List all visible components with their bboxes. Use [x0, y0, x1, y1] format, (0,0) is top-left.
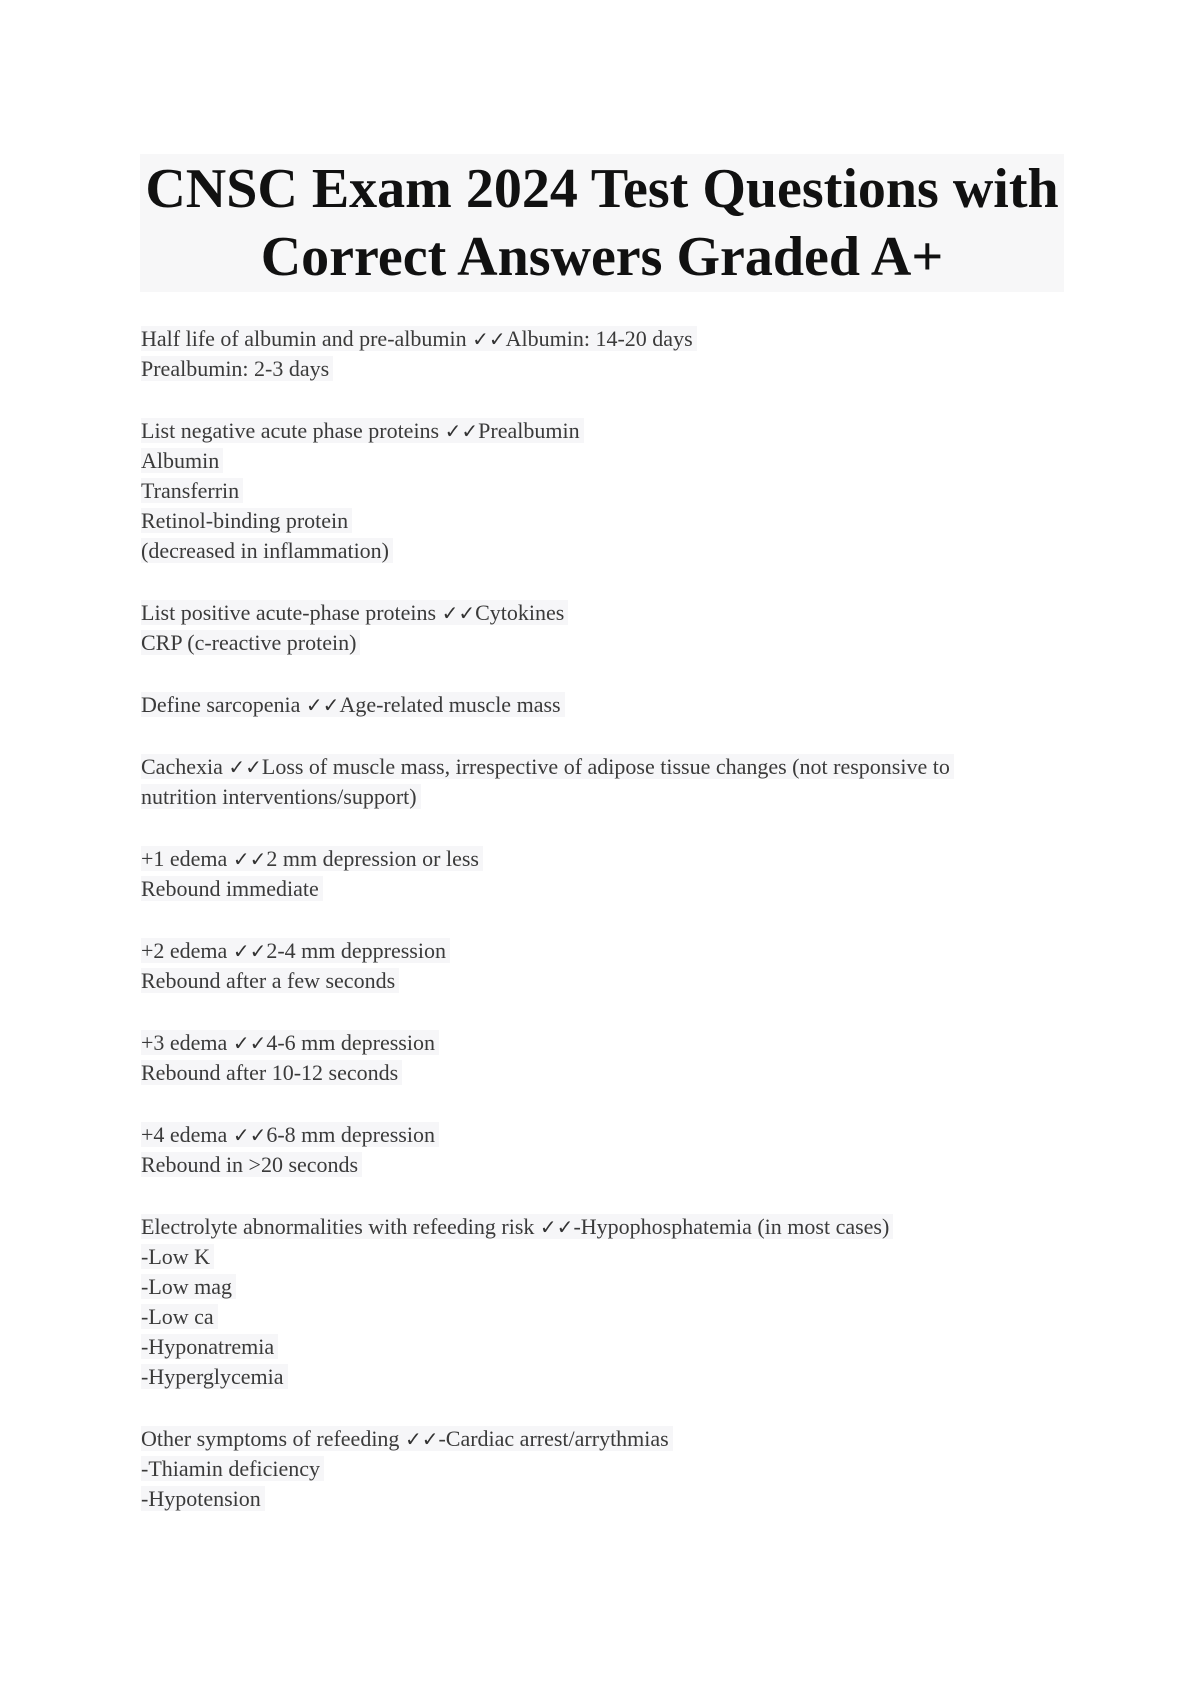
question-text: List positive acute-phase proteins: [141, 600, 437, 625]
qa-first-line: [141, 1030, 439, 1055]
answer-line: -Hyponatremia: [141, 1334, 278, 1359]
qa-item: [141, 844, 1061, 904]
qa-list: [141, 324, 1061, 1546]
answer-text: Cytokines: [475, 600, 565, 625]
answer-line: -Low mag: [141, 1274, 236, 1299]
answer-line: -Low K: [141, 1244, 214, 1269]
qa-item: [141, 324, 1061, 384]
double-check-icon: ✓✓: [232, 939, 267, 963]
double-check-icon: ✓✓: [305, 693, 340, 717]
answer-line: Rebound in >20 seconds: [141, 1152, 362, 1177]
qa-first-line: [141, 1426, 673, 1451]
answer-text: 6-8 mm depression: [266, 1122, 435, 1147]
answer-text: 4-6 mm depression: [266, 1030, 435, 1055]
page-title-line-1: CNSC Exam 2024 Test Questions with: [145, 158, 1059, 220]
double-check-icon: ✓✓: [228, 755, 262, 779]
question-text: +3 edema: [141, 1030, 228, 1055]
question-text: Cachexia: [141, 754, 223, 779]
qa-first-line: [141, 1122, 439, 1147]
qa-first-line: [141, 846, 483, 871]
qa-item: [141, 1424, 1061, 1514]
question-text: List negative acute phase proteins: [141, 418, 440, 443]
answer-line: -Low ca: [141, 1304, 218, 1329]
question-text: Other symptoms of refeeding: [141, 1426, 400, 1451]
qa-first-line: [141, 1214, 893, 1239]
qa-item: [141, 936, 1061, 996]
answer-text: Prealbumin: [478, 418, 580, 443]
page-title-line-2: Correct Answers Graded A+: [260, 226, 944, 288]
double-check-icon: ✓✓: [441, 601, 476, 625]
double-check-icon: ✓✓: [232, 847, 267, 871]
answer-line: Albumin: [141, 448, 223, 473]
answer-line: Retinol-binding protein: [141, 508, 352, 533]
question-text: Electrolyte abnormalities with refeeding risk: [141, 1214, 535, 1239]
answer-line: Prealbumin: 2-3 days: [141, 356, 333, 381]
double-check-icon: ✓✓: [444, 419, 479, 443]
answer-text: Loss of muscle mass, irrespective of adipose tissue changes (not responsive to: [261, 754, 950, 779]
answer-text: 2 mm depression or less: [266, 846, 479, 871]
qa-item: [141, 1120, 1061, 1180]
answer-text: Age-related muscle mass: [339, 692, 561, 717]
answer-text: 2-4 mm deppression: [266, 938, 446, 963]
answer-text: -Cardiac arrest/arrythmias: [438, 1426, 669, 1451]
title-block: [140, 154, 1064, 292]
answer-line: CRP (c-reactive protein): [141, 630, 360, 655]
answer-line: -Hyperglycemia: [141, 1364, 288, 1389]
answer-line: (decreased in inflammation): [141, 538, 393, 563]
answer-text: Albumin: 14-20 days: [505, 326, 693, 351]
answer-line: Transferrin: [141, 478, 243, 503]
double-check-icon: ✓✓: [232, 1123, 267, 1147]
qa-first-line: [141, 326, 697, 351]
question-text: +1 edema: [141, 846, 228, 871]
answer-line: Rebound after 10-12 seconds: [141, 1060, 402, 1085]
answer-text: -Hypophosphatemia (in most cases): [573, 1214, 890, 1239]
qa-item: [141, 416, 1061, 566]
qa-first-line: [141, 754, 954, 779]
qa-item: [141, 598, 1061, 658]
qa-first-line: [141, 938, 450, 963]
double-check-icon: ✓✓: [539, 1215, 574, 1239]
answer-line: -Hypotension: [141, 1486, 265, 1511]
double-check-icon: ✓✓: [472, 327, 506, 351]
qa-first-line: [141, 418, 584, 443]
qa-first-line: [141, 692, 565, 717]
question-text: +2 edema: [141, 938, 228, 963]
answer-line: Rebound immediate: [141, 876, 323, 901]
qa-item: [141, 690, 1061, 720]
double-check-icon: ✓✓: [404, 1427, 439, 1451]
answer-line: -Thiamin deficiency: [141, 1456, 324, 1481]
question-text: Define sarcopenia: [141, 692, 301, 717]
double-check-icon: ✓✓: [232, 1031, 267, 1055]
question-text: Half life of albumin and pre-albumin: [141, 326, 467, 351]
qa-item: [141, 1028, 1061, 1088]
qa-item: [141, 1212, 1061, 1392]
answer-line: Rebound after a few seconds: [141, 968, 399, 993]
question-text: +4 edema: [141, 1122, 228, 1147]
answer-line: nutrition interventions/support): [141, 784, 421, 809]
qa-first-line: [141, 600, 568, 625]
qa-item: [141, 752, 1061, 812]
